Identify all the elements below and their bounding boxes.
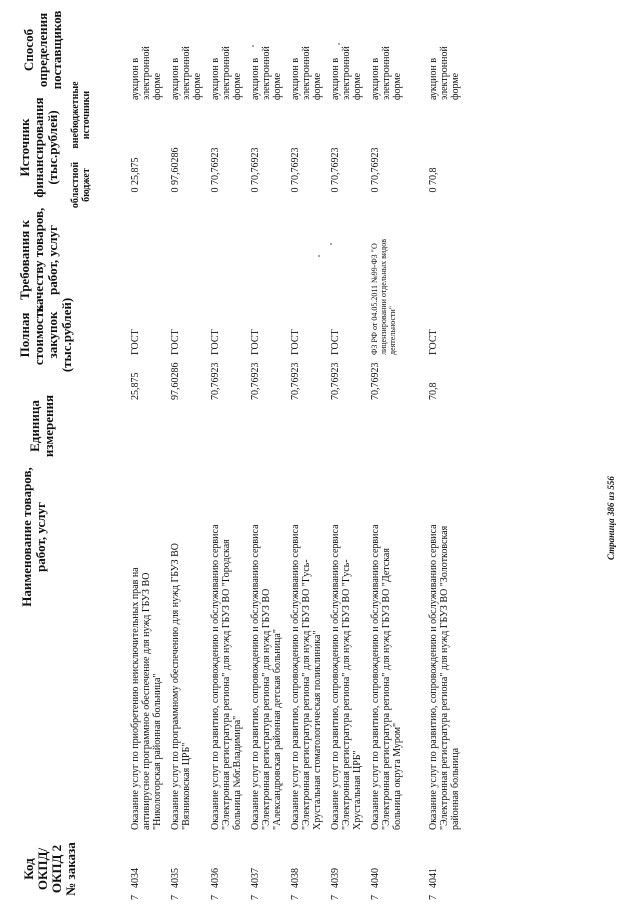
row-method: аукцион в электронной форме xyxy=(370,46,403,100)
row-funding-regional: 0 xyxy=(250,187,261,193)
row-cost: 70,8 xyxy=(428,382,439,400)
header-unit: Единица измерения xyxy=(27,394,56,458)
row-order-number: 4036 xyxy=(210,868,221,888)
row-cost: 70,76923 xyxy=(210,362,221,400)
row-funding-regional: 0 xyxy=(330,187,341,193)
row-funding-extra: 70,76923 xyxy=(210,147,221,185)
page-footer: Страница 386 из 556 xyxy=(606,476,616,560)
row-funding-regional: 0 xyxy=(170,187,181,193)
scan-speck xyxy=(318,255,320,257)
row-order-number: 4038 xyxy=(290,868,301,888)
row-requirements: ФЗ РФ от 04.05.2011 №99-ФЗ "О лицензировании отдельных видов деятельности" xyxy=(370,238,397,355)
row-cost: 70,76923 xyxy=(370,362,381,400)
header-cost: Полная стоимость закупок (тыс.рублей) xyxy=(17,297,74,373)
header-name: Наименование товаров, работ, услуг xyxy=(19,467,48,607)
row-method: аукцион в электронной форме xyxy=(210,46,243,100)
row-name: Оказание услуг по развитию, сопровождению и обслуживанию сервиса "Электронная регистратура региона" для нужд ГБУЗ ВО "Детская больница округа Муром" xyxy=(370,524,403,830)
scan-speck xyxy=(252,45,254,47)
row-requirements: ГОСТ xyxy=(130,329,141,355)
row-cost: 70,76923 xyxy=(290,362,301,400)
row-code: 7 xyxy=(210,895,221,900)
row-order-number: 4041 xyxy=(428,868,439,888)
row-funding-extra: 25,875 xyxy=(130,157,141,185)
row-cost: 97,60286 xyxy=(170,362,181,400)
row-name: Оказание услуг по развитию, сопровождению и обслуживанию сервиса "Электронная регистратура региона" для нужд ГБУЗ ВО "Золотковская районная больница xyxy=(428,524,461,830)
row-name: Оказание услуг по программному обеспечению для нужд ГБУЗ ВО "Вязниковская ЦРБ" xyxy=(170,543,192,830)
row-requirements: ГОСТ xyxy=(170,329,181,355)
row-name: Оказание услуг по развитию, сопровождению и обслуживанию сервиса "Электронная регистратура региона" для нужд ГБУЗ ВО "Александровская районная детская больница" xyxy=(250,524,283,830)
row-code: 7 xyxy=(250,895,261,900)
row-order-number: 4037 xyxy=(250,868,261,888)
row-requirements: ГОСТ xyxy=(210,329,221,355)
row-method: аукцион в электронной форме xyxy=(170,46,203,100)
header-method: Способ определения поставщиков xyxy=(21,10,64,90)
row-order-number: 4035 xyxy=(170,868,181,888)
row-order-number: 4039 xyxy=(330,868,341,888)
row-name: Оказание услуг по развитию, сопровождению и обслуживанию сервиса "Электронная регистратура региона" для нужд ГБУЗ ВО "Гусь-Хрустальная ЦРБ" xyxy=(330,524,363,830)
row-funding-extra: 70,76923 xyxy=(250,147,261,185)
row-method: аукцион в электронной форме xyxy=(250,46,283,100)
row-code: 7 xyxy=(170,895,181,900)
header-requirements: Требования к качеству товаров, работ, услуг xyxy=(17,207,60,313)
row-requirements: ГОСТ xyxy=(290,329,301,355)
row-cost: 25,875 xyxy=(130,372,141,400)
row-code: 7 xyxy=(130,895,141,900)
row-cost: 70,76923 xyxy=(330,362,341,400)
row-cost: 70,76923 xyxy=(250,362,261,400)
row-funding-extra: 70,8 xyxy=(428,167,439,185)
row-order-number: 4034 xyxy=(130,868,141,888)
row-requirements: ГОСТ xyxy=(330,329,341,355)
row-method: аукцион в электронной форме xyxy=(428,46,461,100)
header-funding: Источник финансирования (тыс.рублей) xyxy=(17,97,60,198)
row-code: 7 xyxy=(428,895,439,900)
header-funding-regional: областной бюджет xyxy=(70,161,92,209)
row-code: 7 xyxy=(290,895,301,900)
row-name: Оказание услуг по развитию, сопровождению и обслуживанию сервиса "Электронная регистратура региона" для нужд ГБУЗ ВО "Городская больница №6г.Владимира" xyxy=(210,524,243,830)
row-requirements: ГОСТ xyxy=(250,329,261,355)
row-funding-regional: 0 xyxy=(370,187,381,193)
header-code: Код ОКПД/ ОКПД 2 № заказа xyxy=(21,842,78,896)
header-funding-extra: внебюджетные источники xyxy=(70,81,92,149)
row-name: Оказание услуг по развитию, сопровождению и обслуживанию сервиса "Электронная регистратура региона" для нужд ГБУЗ ВО "Гусь-Хрустальная стоматологическая поликлиника" xyxy=(290,524,323,830)
row-funding-regional: 0 xyxy=(290,187,301,193)
row-funding-regional: 0 xyxy=(130,187,141,193)
row-code: 7 xyxy=(370,895,381,900)
row-funding-regional: 0 xyxy=(428,187,439,193)
row-funding-regional: 0 xyxy=(210,187,221,193)
scan-speck xyxy=(338,43,340,45)
row-method: аукцион в электронной форме xyxy=(290,46,323,100)
row-funding-extra: 70,76923 xyxy=(370,147,381,185)
row-code: 7 xyxy=(330,895,341,900)
row-requirements: ГОСТ xyxy=(428,329,439,355)
row-order-number: 4040 xyxy=(370,868,381,888)
row-name: Оказание услуг по приобретению неисключительных прав на антивирусное программное обеспечение для нужд ГБУЗ ВО "Никологорская районная больница" xyxy=(130,567,163,830)
row-method: аукцион в электронной форме xyxy=(130,46,163,100)
row-funding-extra: 70,76923 xyxy=(330,147,341,185)
row-funding-extra: 97,60286 xyxy=(170,147,181,185)
row-method: аукцион в электронной форме xyxy=(330,46,363,100)
scan-speck xyxy=(330,243,332,245)
row-funding-extra: 70,76923 xyxy=(290,147,301,185)
